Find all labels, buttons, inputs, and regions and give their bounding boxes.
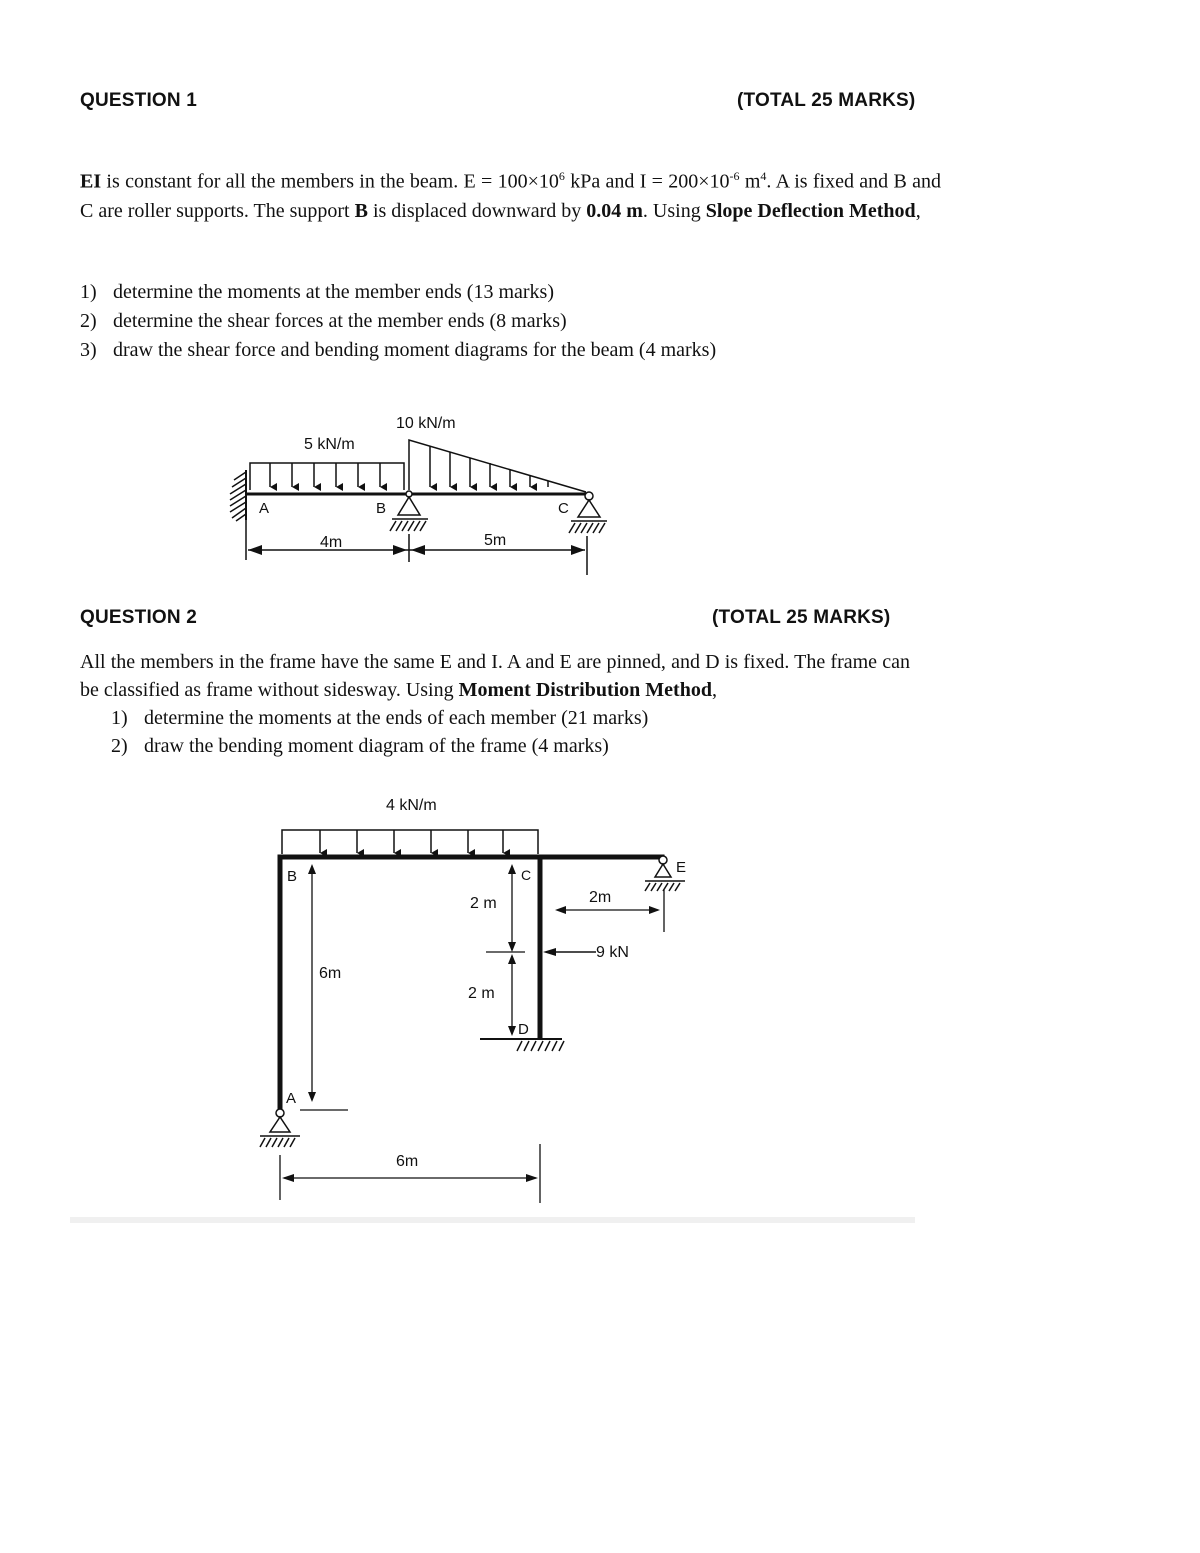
pin-support-a xyxy=(260,1109,300,1147)
node-label-c: C xyxy=(558,500,569,517)
udl-load-ab xyxy=(250,463,404,490)
node-label-e: E xyxy=(676,859,687,876)
node-label-c: C xyxy=(521,867,532,883)
span-label-bc: 5m xyxy=(484,532,507,549)
q2-dimension-lines xyxy=(280,864,664,1203)
fixed-support-d xyxy=(480,1039,564,1051)
list-item-number: 1) xyxy=(80,281,97,303)
node-label-d: D xyxy=(518,1021,529,1038)
q1-intro-sup-2: -6 xyxy=(729,169,740,183)
node-label-b: B xyxy=(376,500,387,517)
list-item-number: 3) xyxy=(80,339,97,361)
udl-load-label: 5 kN/m xyxy=(304,436,355,453)
q1-total-marks: (TOTAL 25 MARKS) xyxy=(737,90,916,111)
list-item-number: 2) xyxy=(111,735,128,757)
fixed-support-a xyxy=(230,470,246,521)
list-item-text: determine the moments at the member ends (13 marks) xyxy=(113,281,554,303)
q1-intro-text-5: is displaced downward by xyxy=(367,199,587,222)
triangular-load-label: 10 kN/m xyxy=(396,415,456,432)
q2-total-marks: (TOTAL 25 MARKS) xyxy=(712,607,891,628)
q1-intro-bold-b: B xyxy=(354,199,368,222)
point-load-9kn xyxy=(543,948,596,956)
point-load-label: 9 kN xyxy=(596,944,629,961)
udl-load-bc xyxy=(282,830,538,854)
q2-intro-text-1: All the members in the frame have the same E and I. A and E are pinned, and D is fixed. The frame can be classified as frame without sidesway. Using xyxy=(80,651,910,701)
list-item xyxy=(111,704,911,732)
q1-beam-figure xyxy=(0,0,1200,600)
q2-frame-figure xyxy=(0,780,1200,1220)
list-item-number: 1) xyxy=(111,707,128,729)
udl-load-label: 4 kN/m xyxy=(386,797,437,814)
q2-intro-text-2: , xyxy=(711,679,717,701)
q1-intro-bold-ei: EI xyxy=(80,170,102,193)
q1-intro-text-3: m xyxy=(739,170,761,193)
dimension-label-c-load: 2 m xyxy=(470,895,497,912)
node-label-a: A xyxy=(259,500,270,517)
list-item-text: determine the moments at the ends of each member (21 marks) xyxy=(144,707,649,729)
q1-intro-text-2: kPa and I = 200×10 xyxy=(564,170,730,193)
q1-intro-sup-3: 4 xyxy=(760,169,767,183)
q1-intro-bold-displacement: 0.04 m xyxy=(586,199,643,222)
node-label-a: A xyxy=(286,1090,297,1107)
triangular-load-bc xyxy=(409,440,586,492)
q1-intro-text-6: . Using xyxy=(642,199,706,222)
q2-task-list xyxy=(111,704,911,760)
dimension-label-ce: 2m xyxy=(589,889,612,906)
q1-intro-text-7: , xyxy=(915,199,921,222)
q2-title: QUESTION 2 xyxy=(80,607,198,628)
list-item-text: draw the bending moment diagram of the frame (4 marks) xyxy=(144,735,609,757)
roller-support-c xyxy=(569,492,607,533)
dimension-label-ad: 6m xyxy=(396,1153,419,1170)
q1-intro-text-1: is constant for all the members in the beam. E = 100×10 xyxy=(101,170,559,193)
roller-support-b xyxy=(390,491,428,531)
list-item-number: 2) xyxy=(80,310,97,332)
q1-intro-sup-1: 6 xyxy=(558,169,565,183)
q1-intro-bold-method: Slope Deflection Method xyxy=(705,199,916,222)
node-label-b: B xyxy=(287,868,298,885)
q1-title: QUESTION 1 xyxy=(80,90,198,111)
list-item xyxy=(111,732,911,760)
dimension-label-ab: 6m xyxy=(319,965,342,982)
list-item-text: draw the shear force and bending moment diagrams for the beam (4 marks) xyxy=(113,339,717,361)
q1-intro-text-4: . A is fixed and B and C are roller supports. The support xyxy=(80,170,941,222)
page-divider xyxy=(70,1217,915,1223)
dimension-label-load-d: 2 m xyxy=(468,985,495,1002)
q2-intro-bold-method: Moment Distribution Method xyxy=(458,679,712,701)
list-item-text: determine the shear forces at the member ends (8 marks) xyxy=(113,310,567,332)
q2-intro-paragraph xyxy=(80,648,910,704)
span-label-ab: 4m xyxy=(320,534,343,551)
